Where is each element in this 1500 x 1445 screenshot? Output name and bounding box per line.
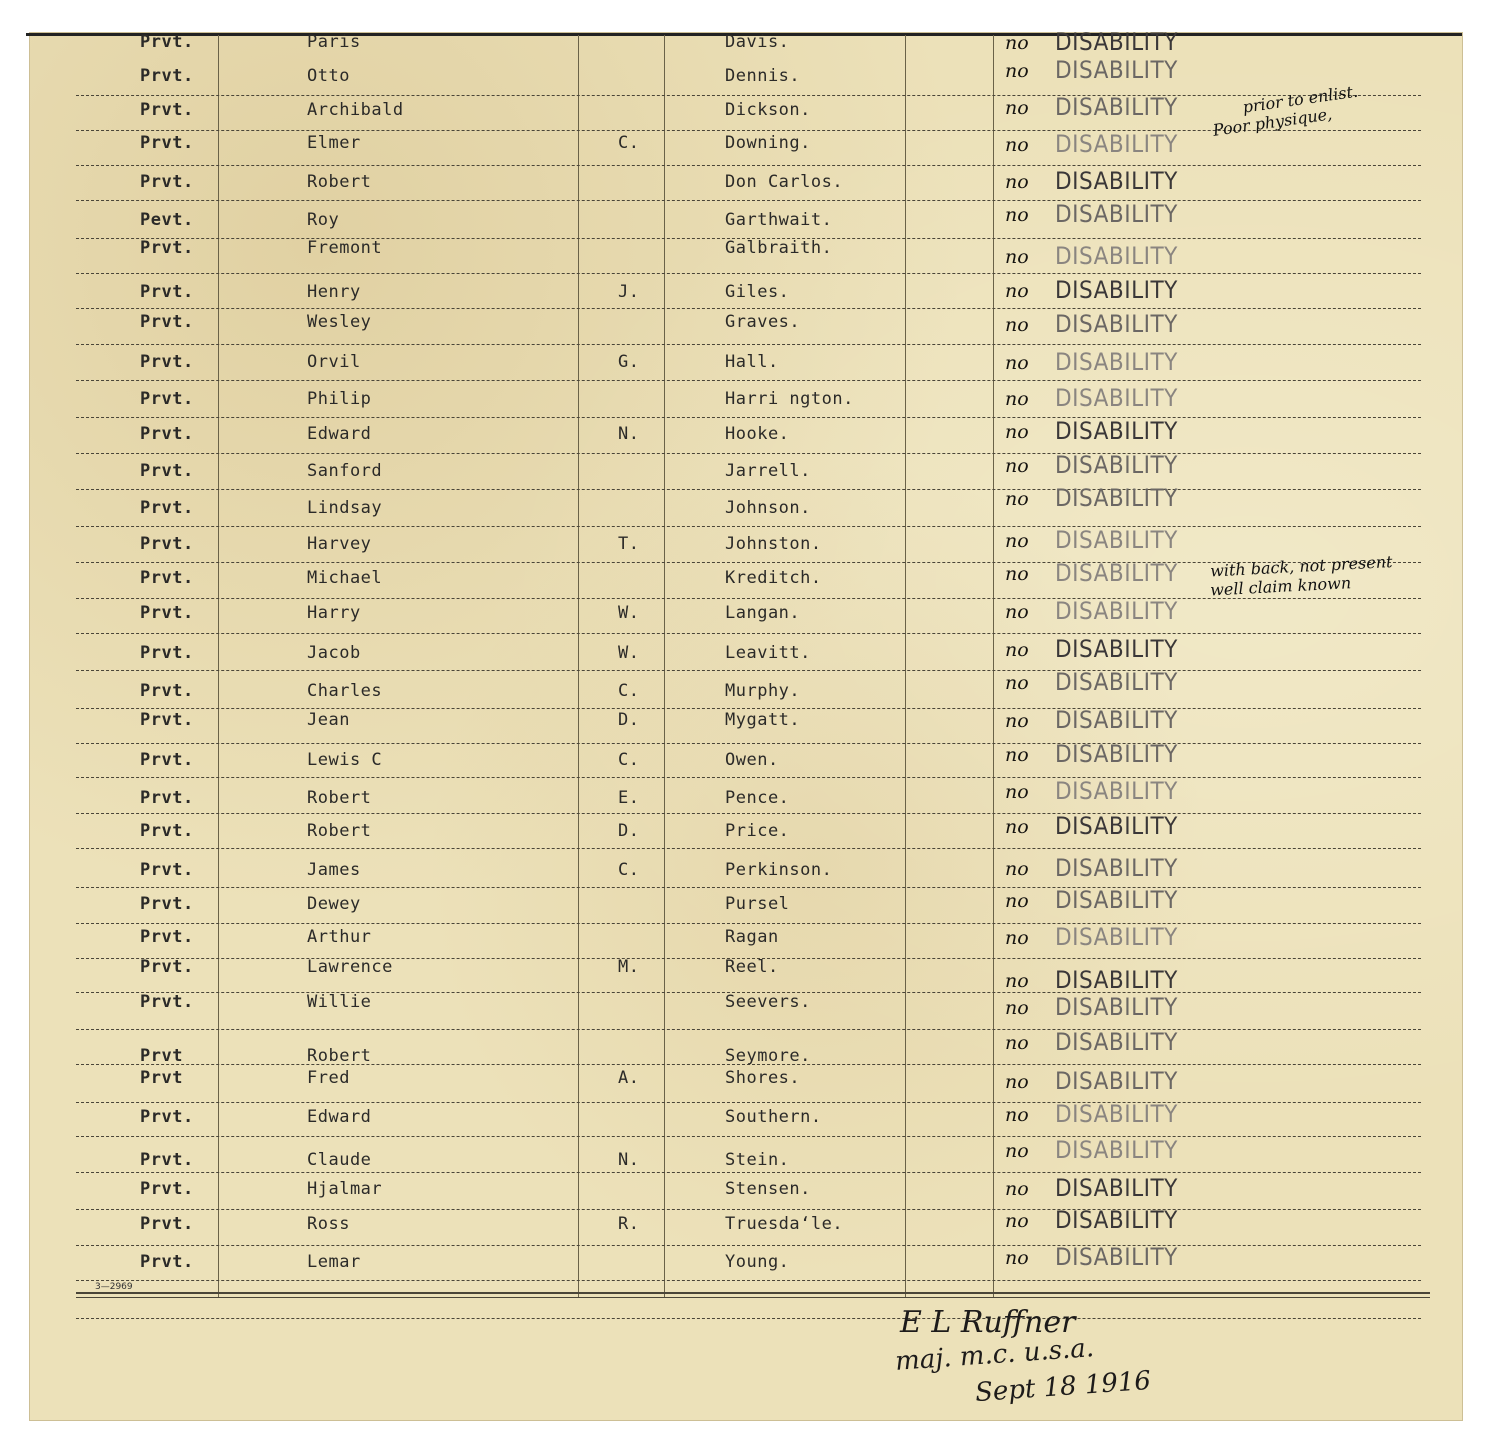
- disability-stamp: DISABILITY: [1055, 1028, 1178, 1056]
- first-name-cell: Fremont: [307, 238, 383, 258]
- rank-cell: Prvt: [140, 1068, 183, 1088]
- row-rule: [76, 380, 1421, 381]
- rank-cell: Prvt.: [140, 32, 194, 52]
- row-rule: [76, 417, 1421, 418]
- row-rule: [76, 1136, 1421, 1137]
- disposition-handwritten: no: [1005, 970, 1029, 992]
- middle-initial-cell: E.: [618, 788, 640, 808]
- last-name-cell: Seymore.: [725, 1046, 811, 1066]
- rank-cell: Prvt.: [140, 894, 194, 914]
- disability-stamp: DISABILITY: [1055, 1100, 1178, 1128]
- signature: E L Ruffner: [900, 1305, 1076, 1340]
- rank-cell: Prvt.: [140, 681, 194, 701]
- disability-stamp: DISABILITY: [1055, 451, 1178, 479]
- row-rule: [76, 1245, 1421, 1246]
- row-rule: [76, 526, 1421, 527]
- disability-stamp: DISABILITY: [1055, 854, 1178, 882]
- row-rule: [76, 1318, 1421, 1319]
- last-name-cell: Reel.: [725, 957, 779, 977]
- disability-stamp: DISABILITY: [1055, 28, 1178, 56]
- rank-cell: Prvt.: [140, 66, 194, 86]
- disability-stamp: DISABILITY: [1055, 597, 1178, 625]
- first-name-cell: Otto: [307, 66, 350, 86]
- first-name-cell: Willie: [307, 992, 372, 1012]
- last-name-cell: Kreditch.: [725, 568, 822, 588]
- middle-initial-cell: N.: [618, 1150, 640, 1170]
- bottom-rule: [76, 1292, 1430, 1294]
- last-name-cell: Dickson.: [725, 100, 811, 120]
- disability-stamp: DISABILITY: [1055, 923, 1178, 951]
- note-line: with back, not present: [1209, 552, 1393, 581]
- last-name-cell: Langan.: [725, 603, 801, 623]
- rank-cell: Prvt.: [140, 603, 194, 623]
- disability-stamp: DISABILITY: [1055, 1136, 1178, 1164]
- disability-stamp: DISABILITY: [1055, 384, 1178, 412]
- first-name-cell: James: [307, 860, 361, 880]
- last-name-cell: Mygatt.: [725, 710, 801, 730]
- first-name-cell: Wesley: [307, 312, 372, 332]
- disability-stamp: DISABILITY: [1055, 812, 1178, 840]
- note-line: prior to enlist.: [1241, 81, 1360, 117]
- middle-initial-cell: G.: [618, 352, 640, 372]
- rank-cell: Prvt.: [140, 1179, 194, 1199]
- column-divider: [664, 35, 665, 1297]
- first-name-cell: Ross: [307, 1214, 350, 1234]
- disposition-handwritten: no: [1005, 60, 1029, 82]
- last-name-cell: Truesdaʻle.: [725, 1214, 844, 1234]
- rank-cell: Prvt.: [140, 1150, 194, 1170]
- handwritten-note-2: [1209, 552, 1460, 600]
- rank-cell: Prvt.: [140, 389, 194, 409]
- last-name-cell: Young.: [725, 1252, 790, 1272]
- row-rule: [76, 1209, 1421, 1210]
- rank-cell: Prvt.: [140, 1214, 194, 1234]
- row-rule: [76, 813, 1421, 814]
- disposition-handwritten: no: [1005, 1104, 1029, 1126]
- last-name-cell: Garthwait.: [725, 210, 833, 230]
- last-name-cell: Jarrell.: [725, 461, 811, 481]
- disability-stamp: DISABILITY: [1055, 1243, 1178, 1271]
- disability-stamp: DISABILITY: [1055, 886, 1178, 914]
- first-name-cell: Robert: [307, 821, 372, 841]
- disposition-handwritten: no: [1005, 1210, 1029, 1232]
- disposition-handwritten: no: [1005, 1140, 1029, 1162]
- last-name-cell: Shores.: [725, 1068, 801, 1088]
- disability-stamp: DISABILITY: [1055, 777, 1178, 805]
- last-name-cell: Pursel: [725, 894, 790, 914]
- rank-cell: Prvt.: [140, 1252, 194, 1272]
- rank-cell: Prvt.: [140, 238, 194, 258]
- disposition-handwritten: no: [1005, 781, 1029, 803]
- disposition-handwritten: no: [1005, 639, 1029, 661]
- first-name-cell: Michael: [307, 568, 383, 588]
- last-name-cell: Graves.: [725, 312, 801, 332]
- last-name-cell: Hall.: [725, 352, 779, 372]
- rank-cell: Prvt.: [140, 424, 194, 444]
- disposition-handwritten: no: [1005, 352, 1029, 374]
- last-name-cell: Price.: [725, 821, 790, 841]
- note-line: well claim known: [1209, 573, 1352, 600]
- row-rule: [76, 1029, 1421, 1030]
- disposition-handwritten: no: [1005, 314, 1029, 336]
- rank-cell: Prvt.: [140, 172, 194, 192]
- last-name-cell: Leavitt.: [725, 643, 811, 663]
- disability-stamp: DISABILITY: [1055, 1067, 1178, 1095]
- note-line: Poor physique,: [1211, 104, 1334, 140]
- middle-initial-cell: D.: [618, 710, 640, 730]
- last-name-cell: Davis.: [725, 32, 790, 52]
- disposition-handwritten: no: [1005, 997, 1029, 1019]
- first-name-cell: Roy: [307, 210, 340, 230]
- row-rule: [76, 848, 1421, 849]
- row-rule: [76, 923, 1421, 924]
- rank-cell: Prvt.: [140, 750, 194, 770]
- last-name-cell: Dennis.: [725, 66, 801, 86]
- first-name-cell: Arthur: [307, 927, 372, 947]
- first-name-cell: Elmer: [307, 133, 361, 153]
- rank-cell: Prvt.: [140, 312, 194, 332]
- last-name-cell: Giles.: [725, 282, 790, 302]
- disability-stamp: DISABILITY: [1055, 276, 1178, 304]
- first-name-cell: Harvey: [307, 534, 372, 554]
- rank-cell: Prvt.: [140, 100, 194, 120]
- rank-cell: Prvt.: [140, 461, 194, 481]
- disposition-handwritten: no: [1005, 388, 1029, 410]
- disposition-handwritten: no: [1005, 890, 1029, 912]
- middle-initial-cell: M.: [618, 957, 640, 977]
- first-name-cell: Orvil: [307, 352, 361, 372]
- first-name-cell: Fred: [307, 1068, 350, 1088]
- last-name-cell: Perkinson.: [725, 860, 833, 880]
- middle-initial-cell: C.: [618, 750, 640, 770]
- disposition-handwritten: no: [1005, 1178, 1029, 1200]
- first-name-cell: Harry: [307, 603, 361, 623]
- disability-stamp: DISABILITY: [1055, 1206, 1178, 1234]
- disability-stamp: DISABILITY: [1055, 200, 1178, 228]
- column-divider: [578, 35, 579, 1297]
- first-name-cell: Hjalmar: [307, 1179, 383, 1199]
- last-name-cell: Murphy.: [725, 681, 801, 701]
- disability-stamp: DISABILITY: [1055, 242, 1178, 270]
- bottom-rule: [76, 1297, 1430, 1298]
- column-divider: [905, 35, 906, 1297]
- rank-cell: Prvt.: [140, 568, 194, 588]
- first-name-cell: Philip: [307, 389, 372, 409]
- row-rule: [76, 273, 1421, 274]
- middle-initial-cell: W.: [618, 603, 640, 623]
- disposition-handwritten: no: [1005, 455, 1029, 477]
- disability-stamp: DISABILITY: [1055, 740, 1178, 768]
- rank-cell: Prvt.: [140, 352, 194, 372]
- disposition-handwritten: no: [1005, 563, 1029, 585]
- middle-initial-cell: W.: [618, 643, 640, 663]
- last-name-cell: Seevers.: [725, 992, 811, 1012]
- disability-stamp: DISABILITY: [1055, 130, 1178, 158]
- disposition-handwritten: no: [1005, 97, 1029, 119]
- middle-initial-cell: R.: [618, 1214, 640, 1234]
- disability-stamp: DISABILITY: [1055, 993, 1178, 1021]
- rank-cell: Prvt.: [140, 534, 194, 554]
- middle-initial-cell: D.: [618, 821, 640, 841]
- first-name-cell: Archibald: [307, 100, 404, 120]
- rank-cell: Prvt.: [140, 821, 194, 841]
- row-rule: [76, 887, 1421, 888]
- row-rule: [76, 344, 1421, 345]
- last-name-cell: Hooke.: [725, 424, 790, 444]
- disposition-handwritten: no: [1005, 816, 1029, 838]
- disposition-handwritten: no: [1005, 710, 1029, 732]
- disposition-handwritten: no: [1005, 488, 1029, 510]
- disposition-handwritten: no: [1005, 927, 1029, 949]
- disposition-handwritten: no: [1005, 672, 1029, 694]
- first-name-cell: Claude: [307, 1150, 372, 1170]
- disability-stamp: DISABILITY: [1055, 966, 1178, 994]
- middle-initial-cell: A.: [618, 1068, 640, 1088]
- disposition-handwritten: no: [1005, 601, 1029, 623]
- row-rule: [76, 708, 1421, 709]
- rank-cell: Prvt.: [140, 788, 194, 808]
- first-name-cell: Lewis C: [307, 750, 383, 770]
- last-name-cell: Owen.: [725, 750, 779, 770]
- disposition-handwritten: no: [1005, 32, 1029, 54]
- first-name-cell: Dewey: [307, 894, 361, 914]
- middle-initial-cell: N.: [618, 424, 640, 444]
- row-rule: [76, 453, 1421, 454]
- disability-stamp: DISABILITY: [1055, 167, 1178, 195]
- first-name-cell: Robert: [307, 1046, 372, 1066]
- disability-stamp: DISABILITY: [1055, 93, 1178, 121]
- handwritten-note-1: [1211, 81, 1412, 140]
- first-name-cell: Edward: [307, 424, 372, 444]
- disability-stamp: DISABILITY: [1055, 348, 1178, 376]
- rank-cell: Prvt.: [140, 498, 194, 518]
- middle-initial-cell: J.: [618, 282, 640, 302]
- first-name-cell: Sanford: [307, 461, 383, 481]
- disability-stamp: DISABILITY: [1055, 706, 1178, 734]
- last-name-cell: Downing.: [725, 133, 811, 153]
- disability-stamp: DISABILITY: [1055, 484, 1178, 512]
- disability-stamp: DISABILITY: [1055, 668, 1178, 696]
- disposition-handwritten: no: [1005, 280, 1029, 302]
- last-name-cell: Southern.: [725, 1107, 822, 1127]
- row-rule: [76, 1280, 1421, 1281]
- column-divider: [993, 35, 994, 1297]
- disability-stamp: DISABILITY: [1055, 526, 1178, 554]
- first-name-cell: Edward: [307, 1107, 372, 1127]
- row-rule: [76, 777, 1421, 778]
- disposition-handwritten: no: [1005, 1032, 1029, 1054]
- row-rule: [76, 743, 1421, 744]
- disposition-handwritten: no: [1005, 204, 1029, 226]
- first-name-cell: Robert: [307, 788, 372, 808]
- last-name-cell: Stensen.: [725, 1179, 811, 1199]
- middle-initial-cell: T.: [618, 534, 640, 554]
- disposition-handwritten: no: [1005, 858, 1029, 880]
- first-name-cell: Henry: [307, 282, 361, 302]
- first-name-cell: Lindsay: [307, 498, 383, 518]
- last-name-cell: Johnston.: [725, 534, 822, 554]
- disability-stamp: DISABILITY: [1055, 1174, 1178, 1202]
- form-number: 3—2969: [95, 1282, 133, 1292]
- last-name-cell: Pence.: [725, 788, 790, 808]
- middle-initial-cell: C.: [618, 860, 640, 880]
- last-name-cell: Johnson.: [725, 498, 811, 518]
- middle-initial-cell: C.: [618, 681, 640, 701]
- disposition-handwritten: no: [1005, 246, 1029, 268]
- first-name-cell: Jean: [307, 710, 350, 730]
- last-name-cell: Stein.: [725, 1150, 790, 1170]
- rank-cell: Prvt.: [140, 957, 194, 977]
- row-rule: [76, 489, 1421, 490]
- rank-cell: Prvt.: [140, 860, 194, 880]
- last-name-cell: Galbraith.: [725, 238, 833, 258]
- last-name-cell: Don Carlos.: [725, 172, 844, 192]
- first-name-cell: Jacob: [307, 643, 361, 663]
- first-name-cell: Charles: [307, 681, 383, 701]
- column-divider: [218, 35, 219, 1297]
- rank-cell: Prvt.: [140, 282, 194, 302]
- rank-cell: Prvt.: [140, 643, 194, 663]
- disposition-handwritten: no: [1005, 134, 1029, 156]
- row-rule: [76, 670, 1421, 671]
- disability-stamp: DISABILITY: [1055, 559, 1178, 587]
- rank-cell: Pevt.: [140, 210, 194, 230]
- disposition-handwritten: no: [1005, 744, 1029, 766]
- disability-stamp: DISABILITY: [1055, 417, 1178, 445]
- signature-date: Sept 18 1916: [974, 1365, 1152, 1409]
- row-rule: [76, 633, 1421, 634]
- disability-stamp: DISABILITY: [1055, 635, 1178, 663]
- signature-title: maj. m.c. u.s.a.: [894, 1333, 1095, 1377]
- first-name-cell: Lawrence: [307, 957, 393, 977]
- middle-initial-cell: C.: [618, 133, 640, 153]
- row-rule: [76, 308, 1421, 309]
- first-name-cell: Paris: [307, 32, 361, 52]
- first-name-cell: Robert: [307, 172, 372, 192]
- last-name-cell: Harri ngton.: [725, 389, 854, 409]
- disposition-handwritten: no: [1005, 421, 1029, 443]
- disposition-handwritten: no: [1005, 171, 1029, 193]
- rank-cell: Prvt.: [140, 710, 194, 730]
- disposition-handwritten: no: [1005, 1071, 1029, 1093]
- last-name-cell: Ragan: [725, 927, 779, 947]
- disability-stamp: DISABILITY: [1055, 310, 1178, 338]
- disposition-handwritten: no: [1005, 1247, 1029, 1269]
- row-rule: [76, 1172, 1421, 1173]
- row-rule: [76, 200, 1421, 201]
- rank-cell: Prvt: [140, 1046, 183, 1066]
- first-name-cell: Lemar: [307, 1252, 361, 1272]
- disability-stamp: DISABILITY: [1055, 56, 1178, 84]
- disposition-handwritten: no: [1005, 530, 1029, 552]
- row-rule: [76, 165, 1421, 166]
- rank-cell: Prvt.: [140, 992, 194, 1012]
- rank-cell: Prvt.: [140, 927, 194, 947]
- rank-cell: Prvt.: [140, 133, 194, 153]
- row-rule: [76, 1102, 1421, 1103]
- rank-cell: Prvt.: [140, 1107, 194, 1127]
